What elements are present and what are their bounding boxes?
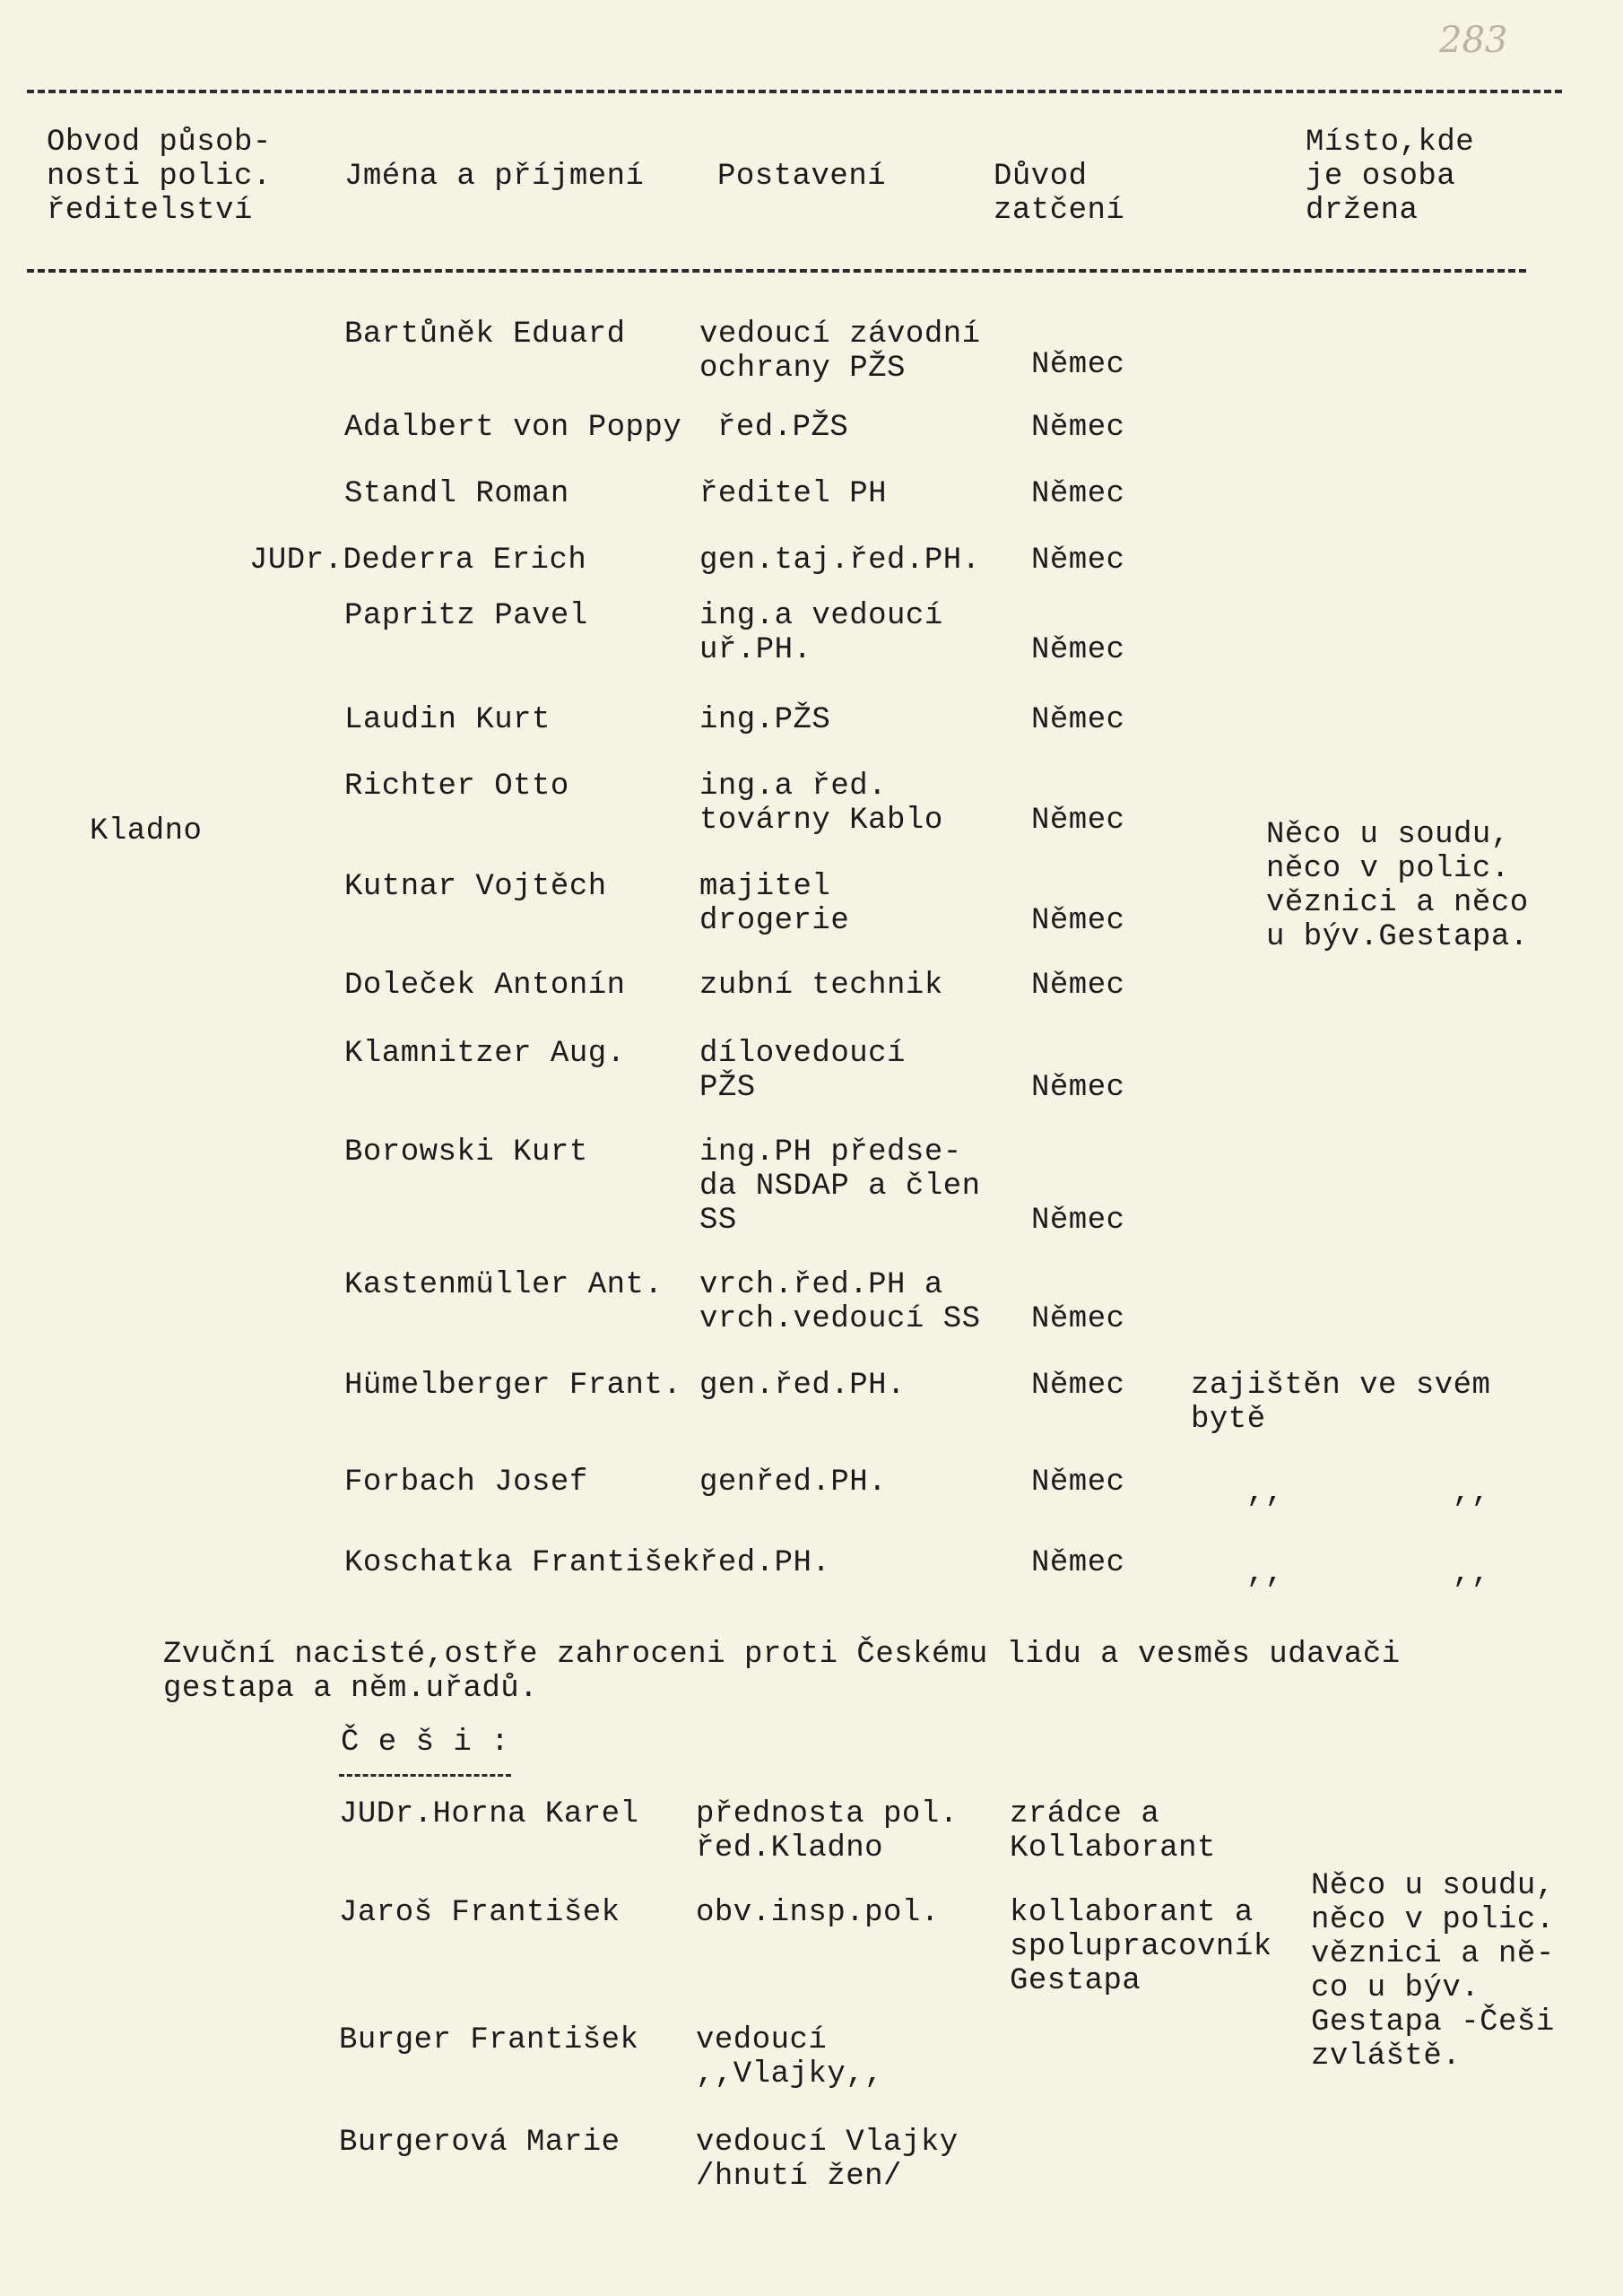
person-name: Burger František: [339, 2023, 639, 2057]
person-name: Kastenmüller Ant.: [344, 1268, 664, 1302]
detention-place: zajištěn ve svém bytě: [1191, 1369, 1491, 1437]
person-position: zubní technik: [699, 969, 943, 1003]
arrest-reason: Němec: [1031, 348, 1125, 382]
person-position: vedoucí závodní ochrany PŽS: [699, 317, 981, 386]
arrest-reason: Němec: [1031, 1465, 1125, 1500]
czech-heading-underline: [339, 1774, 511, 1777]
person-name: Adalbert von Poppy: [344, 411, 682, 445]
arrest-reason: Němec: [1031, 969, 1125, 1003]
person-position: gen.taj.řed.PH.: [699, 544, 981, 578]
person-name: Papritz Pavel: [344, 599, 588, 633]
person-name: Standl Roman: [344, 477, 569, 511]
header-place: Místo,kde je osoba držena: [1306, 126, 1475, 228]
czech-heading: Č e š i :: [341, 1726, 510, 1760]
page-number: 283: [1439, 20, 1508, 61]
person-position: ing.PH předse- da NSDAP a člen SS: [699, 1135, 981, 1238]
arrest-reason: zrádce a Kollaborant: [1010, 1797, 1216, 1866]
person-position: vrch.řed.PH a vrch.vedoucí SS: [699, 1268, 981, 1336]
arrest-reason: Němec: [1031, 804, 1125, 838]
header-reason: Důvod zatčení: [994, 160, 1125, 228]
person-name: Jaroš František: [339, 1896, 621, 1930]
arrest-reason: Němec: [1031, 703, 1125, 737]
detention-place-ditto: ,, ,,: [1246, 1476, 1490, 1510]
arrest-reason: Němec: [1031, 1302, 1125, 1336]
person-name: Laudin Kurt: [344, 703, 551, 737]
remark-text: Zvuční nacisté,ostře zahroceni proti Českému lidu a vesměs udavači gestapa a něm.uřadů.: [163, 1638, 1401, 1706]
person-position: vedoucí ,,Vlajky,,: [696, 2023, 884, 2092]
person-position: obv.insp.pol.: [696, 1896, 940, 1930]
header-district: Obvod působ- nosti polic. ředitelství: [47, 126, 272, 228]
person-position: vedoucí Vlajky /hnutí žen/: [696, 2126, 959, 2194]
person-position: přednosta pol. řed.Kladno: [696, 1797, 959, 1866]
arrest-reason: Němec: [1031, 477, 1125, 511]
arrest-reason: Němec: [1031, 1204, 1125, 1238]
person-name: Kutnar Vojtěch: [344, 870, 607, 904]
person-position: řed.PH.: [699, 1546, 831, 1580]
header-bottom-rule: [27, 269, 1526, 273]
person-position: ing.a řed. továrny Kablo: [699, 770, 943, 838]
czech-detention-place-note: Něco u soudu, něco v polic. věznici a ně- co u býv. Gestapa -Češi zvláště.: [1311, 1869, 1555, 2074]
person-name: Burgerová Marie: [339, 2126, 621, 2160]
arrest-reason: Němec: [1031, 1369, 1125, 1403]
arrest-reason: Němec: [1031, 633, 1125, 667]
person-position: ing.PŽS: [699, 703, 831, 737]
person-name: Doleček Antonín: [344, 969, 626, 1003]
person-position: genřed.PH.: [699, 1465, 888, 1500]
person-position: dílovedoucí PŽS: [699, 1037, 906, 1105]
person-position: ředitel PH: [699, 477, 888, 511]
person-name: Forbach Josef: [344, 1465, 588, 1500]
district-label: Kladno: [90, 814, 203, 848]
arrest-reason: Němec: [1031, 1071, 1125, 1105]
person-position: ing.a vedoucí uř.PH.: [699, 599, 943, 667]
person-name: Klamnitzer Aug.: [344, 1037, 626, 1071]
arrest-reason: Němec: [1031, 411, 1125, 445]
header-names: Jména a příjmení: [344, 160, 645, 194]
arrest-reason: kollaborant a spolupracovník Gestapa: [1010, 1896, 1272, 1998]
arrest-reason: Němec: [1031, 544, 1125, 578]
header-top-rule: [27, 90, 1562, 93]
person-name: Bartůněk Eduard: [344, 317, 626, 352]
person-name: Richter Otto: [344, 770, 569, 804]
person-position: řed.PŽS: [717, 411, 849, 445]
person-name: Koschatka František: [344, 1546, 701, 1580]
arrest-reason: Němec: [1031, 1546, 1125, 1580]
arrest-reason: Němec: [1031, 904, 1125, 938]
person-position: majitel drogerie: [699, 870, 850, 938]
detention-place-note: Něco u soudu, něco v polic. věznici a něco u býv.Gestapa.: [1266, 818, 1529, 954]
detention-place-ditto: ,, ,,: [1246, 1557, 1490, 1591]
person-name: Hümelberger Frant.: [344, 1369, 682, 1403]
header-position: Postavení: [717, 160, 887, 194]
person-position: gen.řed.PH.: [699, 1369, 906, 1403]
person-name: JUDr.Horna Karel: [339, 1797, 639, 1831]
person-name: JUDr.Dederra Erich: [249, 544, 587, 578]
person-name: Borowski Kurt: [344, 1135, 588, 1170]
